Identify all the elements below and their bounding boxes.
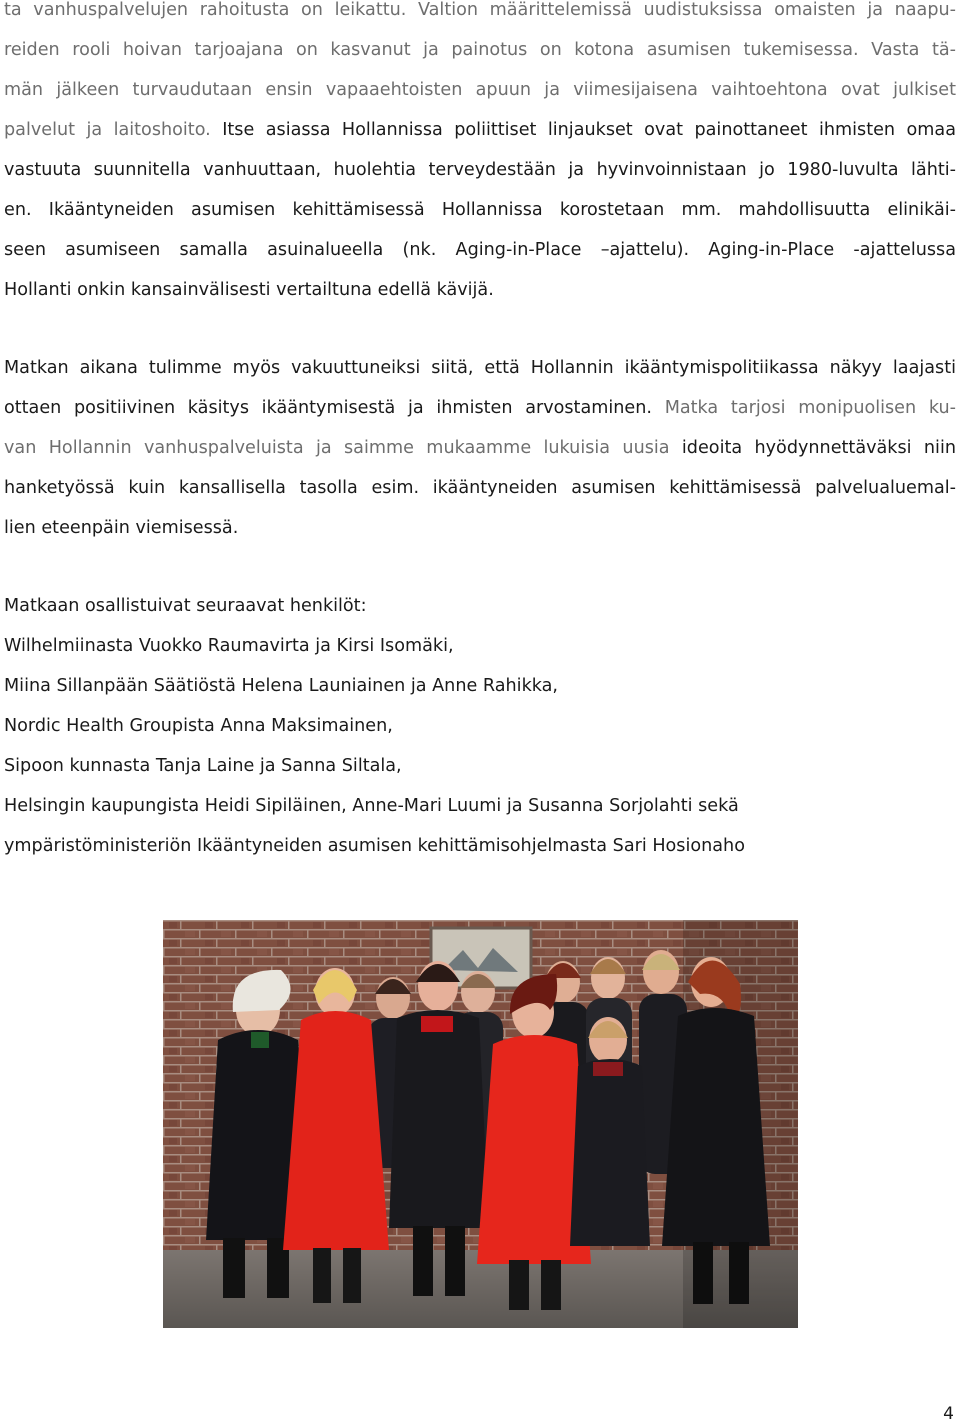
text-line [4,120,956,140]
text-line [4,358,956,378]
text-segment: lien eteenpäin viemisessä. [4,518,239,538]
text-segment: hanketyössä kuin kansallisella tasolla esim. ikääntyneiden asumisen kehittämisessä palvelualuemal- [4,478,956,498]
text-segment: van Hollannin vanhuspalveluista ja saimme mukaamme lukuisia uusia [4,438,682,458]
page-number: 4 [943,1404,954,1424]
text-line [4,478,956,498]
text-line [4,398,956,418]
participant-line: ympäristöministeriön Ikääntyneiden asumisen kehittämisohjelmasta Sari Hosionaho [4,836,745,856]
participant-line: Nordic Health Groupista Anna Maksimainen, [4,716,393,736]
text-line [4,160,956,180]
text-segment: ideoita hyödynnettäväksi niin [681,438,956,458]
text-segment: vastuuta suunnitella vanhuuttaan, huolehtia terveydestään ja hyvinvoinnistaan jo 1980-luvulta lähti- [4,160,956,180]
text-line [4,40,956,60]
text-segment: seen asumiseen samalla asuinalueella (nk. Aging-in-Place –ajattelu). Aging-in-Place -ajattelussa [4,240,956,260]
text-line [4,200,956,220]
text-line [4,240,956,260]
text-segment: Itse asiassa Hollannissa poliittiset linjaukset ovat painottaneet ihmisten omaa [222,120,956,140]
text-segment: män jälkeen turvaudutaan ensin vapaaehtoisten apuun ja viimesijaisena vaihtoehtona ovat julkiset [4,80,956,100]
participant-line: Miina Sillanpään Säätiöstä Helena Launiainen ja Anne Rahikka, [4,676,559,696]
text-line [4,518,956,538]
text-line [4,80,956,100]
text-line [4,280,956,300]
text-segment: palvelut ja laitoshoito. [4,120,223,140]
text-segment: Matkan aikana tulimme myös vakuuttuneiksi siitä, että Hollannin ikääntymispolitiikassa näkyy laajasti [4,358,956,378]
text-segment: en. Ikääntyneiden asumisen kehittämisessä Hollannissa korostetaan mm. mahdollisuutta elinikäi- [4,200,956,220]
text-line [4,0,956,20]
text-segment: Matka tarjosi monipuolisen ku- [664,398,956,418]
participant-line: Sipoon kunnasta Tanja Laine ja Sanna Siltala, [4,756,402,776]
text-segment: ta vanhuspalvelujen rahoitusta on leikattu. Valtion määrittelemissä uudistuksissa omaisten ja naapu- [4,0,956,20]
text-segment: reiden rooli hoivan tarjoajana on kasvanut ja painotus on kotona asumisen tukemisessa. Vasta tä- [4,40,956,60]
group-photo [163,920,798,1328]
participant-line: Wilhelmiinasta Vuokko Raumavirta ja Kirsi Isomäki, [4,636,454,656]
participant-line: Helsingin kaupungista Heidi Sipiläinen, Anne-Mari Luumi ja Susanna Sorjolahti sekä [4,796,739,816]
participants-heading: Matkaan osallistuivat seuraavat henkilöt: [4,596,367,616]
group-photo-illustration [163,920,798,1328]
text-segment: ottaen positiivinen käsitys ikääntymisestä ja ihmisten arvostaminen. [4,398,665,418]
text-line [4,438,956,458]
text-segment: Hollanti onkin kansainvälisesti vertailtuna edellä kävijä. [4,280,494,300]
